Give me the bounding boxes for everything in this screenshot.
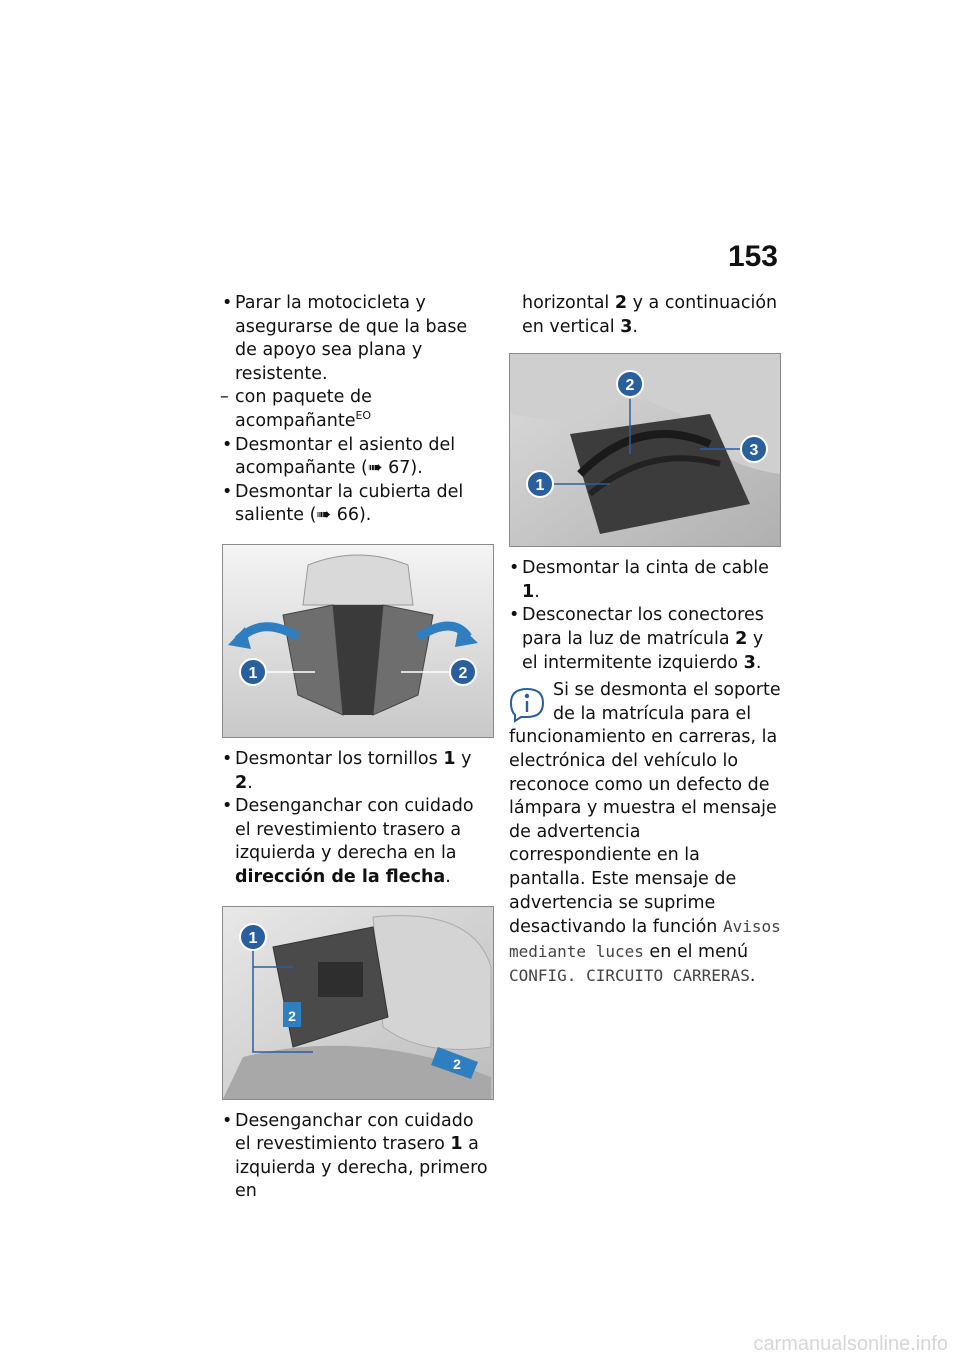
info-heading: Si se desmonta el soporte de la matrícula para el [553, 680, 781, 724]
watermark: carmanualsonline.info [753, 1333, 948, 1355]
arrow-ref-icon: ➠ [316, 505, 332, 526]
dash-item: – con paquete de acompañante$^{EO}$ [220, 387, 372, 431]
bullet-item: • Desmontar la cinta de cable 1. [509, 558, 769, 602]
figure-rear-trim-release [222, 906, 494, 1100]
left-column [222, 292, 494, 1204]
arrow-ref-icon: ➠ [367, 458, 383, 479]
arrow-2b-label: 2 [453, 1055, 461, 1072]
page-reference[interactable]: 67 [388, 458, 411, 479]
bullet-item: • Desenganchar con cuidado el revestimiento trasero 1 a izquierda y derecha, primero en [222, 1110, 488, 1202]
bullet-item: • Desconectar los conectores para la luz de matrícula 2 y el intermitente izquierdo 3. [509, 605, 764, 673]
bullet-item: • Desmontar la cubierta del saliente (➠ 66). [222, 481, 464, 526]
right-column [509, 292, 781, 989]
bullet-item: • Desmontar el asiento del acompañante (➠ 67). [222, 434, 456, 479]
callout-1-label: 1 [248, 929, 258, 947]
callout-3-label: 3 [749, 442, 759, 460]
continuation-text: horizontal 2 y a continuación en vertical 3. [522, 293, 778, 337]
page-number: 153 [727, 240, 778, 273]
bullet-item: • Desmontar los tornillos 1 y 2. [222, 748, 472, 793]
callout-2-label: 2 [625, 377, 635, 395]
info-icon [509, 685, 545, 725]
arrow-2-label: 2 [288, 1007, 296, 1024]
callout-1-label: 1 [535, 477, 545, 495]
bullet-item: • Desenganchar con cuidado el revestimiento trasero a izquierda y derecha en la dirección de la flecha. [222, 796, 474, 887]
info-note [509, 679, 781, 989]
callout-1-label: 1 [248, 664, 258, 682]
info-body: funcionamiento en carreras, la electrónica del vehículo lo reconoce como un defecto de lámpara y muestra el mensaje de advertencia correspondiente en la pantalla. Este mensaje de advertencia se suprime desactivando la función Avisos mediante luces en el menú CONFIG. CIRCUITO CARRERAS. [509, 727, 781, 987]
callout-2-label: 2 [458, 664, 468, 682]
figure-connectors [509, 353, 781, 547]
page-reference[interactable]: 66 [336, 505, 359, 526]
bullet-item: • Parar la motocicleta y asegurarse de que la base de apoyo sea plana y resistente. [222, 293, 468, 384]
figure-rear-fairing-screws [222, 544, 494, 738]
